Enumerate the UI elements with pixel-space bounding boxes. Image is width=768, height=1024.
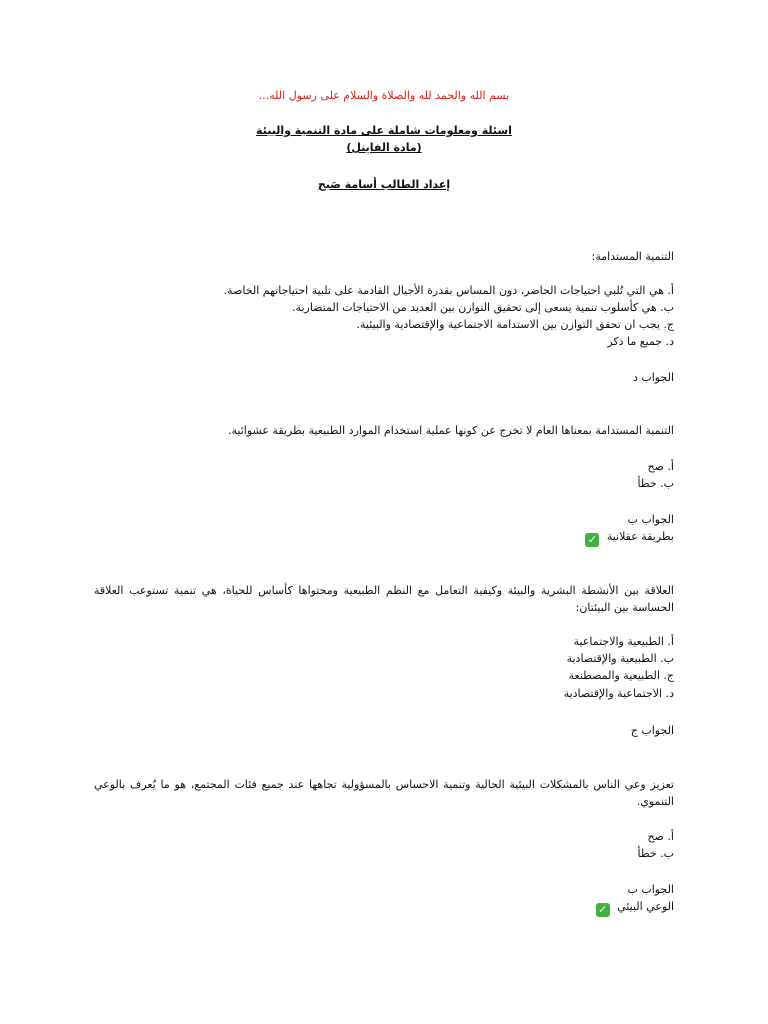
- q3-text: العلاقة بين الأنشطة البشرية والبيئة وكيفية التعامل مع النظم الطبيعية ومحتواها كأساس للحياة، هي تنمية تستوعب العلاقة الحساسة بين البيئتان:: [94, 584, 674, 614]
- q4-answer: الجواب ب: [627, 883, 674, 896]
- q4-correction: [596, 899, 674, 917]
- q4-option-a: أ. صح: [647, 830, 674, 843]
- q3-option-d: د. الاجتماعية والإقتصادية: [563, 687, 674, 700]
- q1-option-a: أ. هي التي تُلبي احتياجات الحاضر، دون المساس بقدرة الأجيال القادمة على تلبية احتياجاتهم الخاصة.: [223, 284, 674, 297]
- q2-correction-text: بطريقة عقلانية: [606, 530, 674, 543]
- basmala: بسم الله والحمد لله والصلاة والسلام على رسول الله...: [258, 89, 510, 102]
- q1-title: التنمية المستدامة:: [591, 250, 674, 263]
- q1-option-d: د. جميع ما ذكر: [607, 335, 674, 348]
- q2-option-a: أ. صح: [647, 460, 674, 473]
- q3-answer: الجواب ج: [630, 724, 674, 737]
- document-subtitle: (مادة الفاينل): [346, 141, 422, 154]
- q4-correction-text: الوعي البيئي: [617, 900, 674, 913]
- q4-text: تعزيز وعي الناس بالمشكلات البيئية الحالية وتنمية الاحساس بالمسؤولية تجاهها عند جميع فئات المجتمع، هو ما يُعرف بالوعي التنموي.: [94, 778, 674, 808]
- q3-option-c: ج. الطبيعية والمصطنعة: [568, 669, 674, 682]
- q2-text: التنمية المستدامة بمعناها العام لا تخرج عن كونها عملية استخدام الموارد الطبيعية بطريقة عشوائية.: [228, 424, 674, 437]
- q4-option-b: ب. خطأ: [637, 847, 674, 860]
- q1-answer: الجواب د: [633, 371, 674, 384]
- author-line: إعداد الطالب أسامة صَبح: [317, 178, 451, 191]
- document-title: اسئلة ومعلومات شاملة على مادة التنمية والبيئة: [256, 124, 512, 137]
- q2-answer: الجواب ب: [627, 513, 674, 526]
- check-mark-icon: ✓: [596, 903, 610, 917]
- q1-option-b: ب. هي كأسلوب تنمية يسعى إلى تحقيق التوازن بين العديد من الاحتياجات المتضاربة.: [292, 301, 674, 314]
- q2-correction: [585, 529, 674, 547]
- q2-option-b: ب. خطأ: [637, 477, 674, 490]
- q3-option-b: ب. الطبيعية والإقتصادية: [566, 652, 674, 665]
- q1-option-c: ج. يجب ان تحقق التوازن بين الاستدامة الاجتماعية والإقتصادية والبيئية.: [356, 318, 674, 331]
- q3-option-a: أ. الطبيعية والاجتماعية: [573, 635, 674, 648]
- check-mark-icon: ✓: [585, 533, 599, 547]
